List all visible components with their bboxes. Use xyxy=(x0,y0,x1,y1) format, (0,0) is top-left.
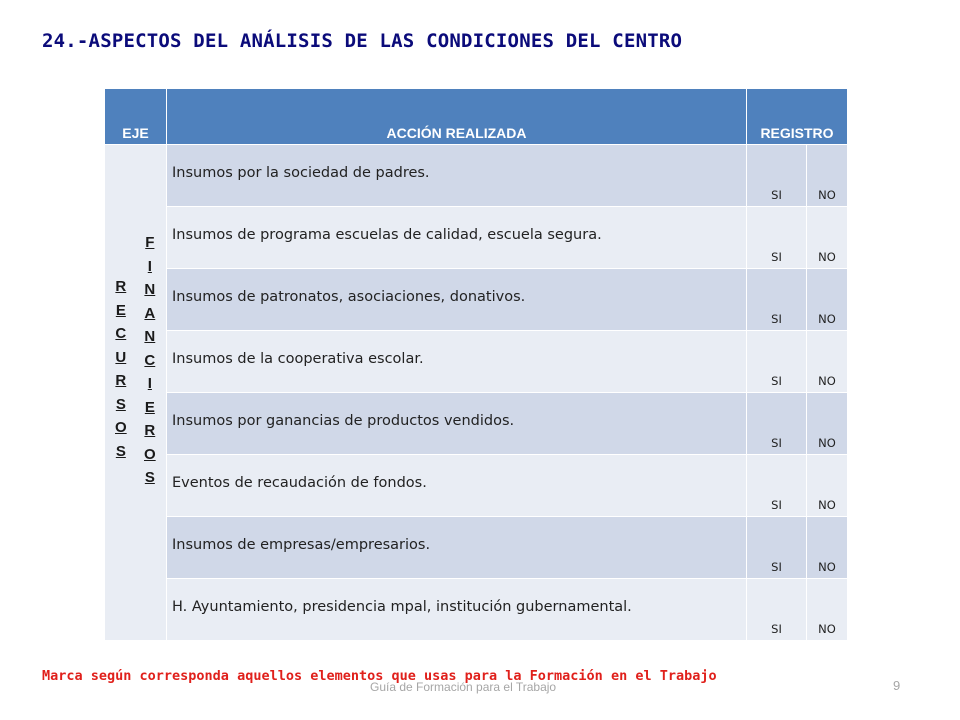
action-cell: Insumos por la sociedad de padres. xyxy=(167,145,747,207)
registro-no-option[interactable]: NO xyxy=(807,393,848,455)
action-cell: Insumos de empresas/empresarios. xyxy=(167,517,747,579)
table-row xyxy=(105,393,848,455)
action-cell: Insumos de patronatos, asociaciones, donativos. xyxy=(167,269,747,331)
analysis-table xyxy=(104,88,848,641)
registro-si-option[interactable]: SI xyxy=(747,269,807,331)
registro-si-option[interactable]: SI xyxy=(747,393,807,455)
registro-no-option[interactable]: NO xyxy=(807,517,848,579)
registro-si-option[interactable]: SI xyxy=(747,207,807,269)
action-cell: Eventos de recaudación de fondos. xyxy=(167,455,747,517)
registro-no-option[interactable]: NO xyxy=(807,207,848,269)
footer-instruction: Marca según corresponda aquellos elementos que usas para la Formación en el Trabajo xyxy=(42,668,717,684)
header-accion: ACCIÓN REALIZADA xyxy=(167,89,747,145)
eje-letter: I xyxy=(147,257,152,275)
eje-letter: A xyxy=(144,304,156,322)
eje-letter: R xyxy=(115,278,127,295)
eje-letter: S xyxy=(144,469,155,486)
registro-no-option[interactable]: NO xyxy=(807,269,848,331)
eje-vertical-word-recursos xyxy=(115,275,127,463)
eje-letter: R xyxy=(144,422,156,439)
header-registro: REGISTRO xyxy=(747,89,848,145)
eje-letter: E xyxy=(144,398,155,416)
registro-si-option[interactable]: SI xyxy=(747,517,807,579)
registro-si-option[interactable]: SI xyxy=(747,145,807,207)
eje-cell xyxy=(105,145,167,641)
eje-letter: C xyxy=(144,351,156,369)
page-title: 24.-ASPECTOS DEL ANÁLISIS DE LAS CONDICIONES DEL CENTRO xyxy=(42,30,683,52)
eje-letter: U xyxy=(115,348,127,366)
eje-letter: E xyxy=(115,301,126,319)
header-eje: EJE xyxy=(105,89,167,145)
table-row xyxy=(105,269,848,331)
action-cell: Insumos de programa escuelas de calidad, escuela segura. xyxy=(167,207,747,269)
eje-letter: O xyxy=(144,445,156,463)
eje-letter: F xyxy=(145,234,155,251)
table-row xyxy=(105,331,848,393)
registro-no-option[interactable]: NO xyxy=(807,455,848,517)
registro-si-option[interactable]: SI xyxy=(747,331,807,393)
eje-letter: O xyxy=(115,419,127,436)
registro-no-option[interactable]: NO xyxy=(807,579,848,641)
registro-si-option[interactable]: SI xyxy=(747,455,807,517)
eje-letter: R xyxy=(115,372,127,389)
eje-vertical-word-financieros xyxy=(144,231,156,490)
action-cell: H. Ayuntamiento, presidencia mpal, institución gubernamental. xyxy=(167,579,747,641)
table-row xyxy=(105,207,848,269)
eje-letter: S xyxy=(115,395,126,413)
registro-si-option[interactable]: SI xyxy=(747,579,807,641)
table-row xyxy=(105,455,848,517)
action-cell: Insumos por ganancias de productos vendidos. xyxy=(167,393,747,455)
registro-no-option[interactable]: NO xyxy=(807,145,848,207)
footer-guide-text: Guía de Formación para el Trabajo xyxy=(370,680,557,694)
page-number: 9 xyxy=(893,678,901,693)
eje-letter: N xyxy=(144,281,156,298)
table-row xyxy=(105,517,848,579)
table-row xyxy=(105,579,848,641)
eje-letter: N xyxy=(144,328,156,345)
eje-letter: I xyxy=(147,375,152,392)
table-row xyxy=(105,145,848,207)
eje-letter: S xyxy=(115,442,126,460)
action-cell: Insumos de la cooperativa escolar. xyxy=(167,331,747,393)
eje-letter: C xyxy=(115,325,127,342)
registro-no-option[interactable]: NO xyxy=(807,331,848,393)
